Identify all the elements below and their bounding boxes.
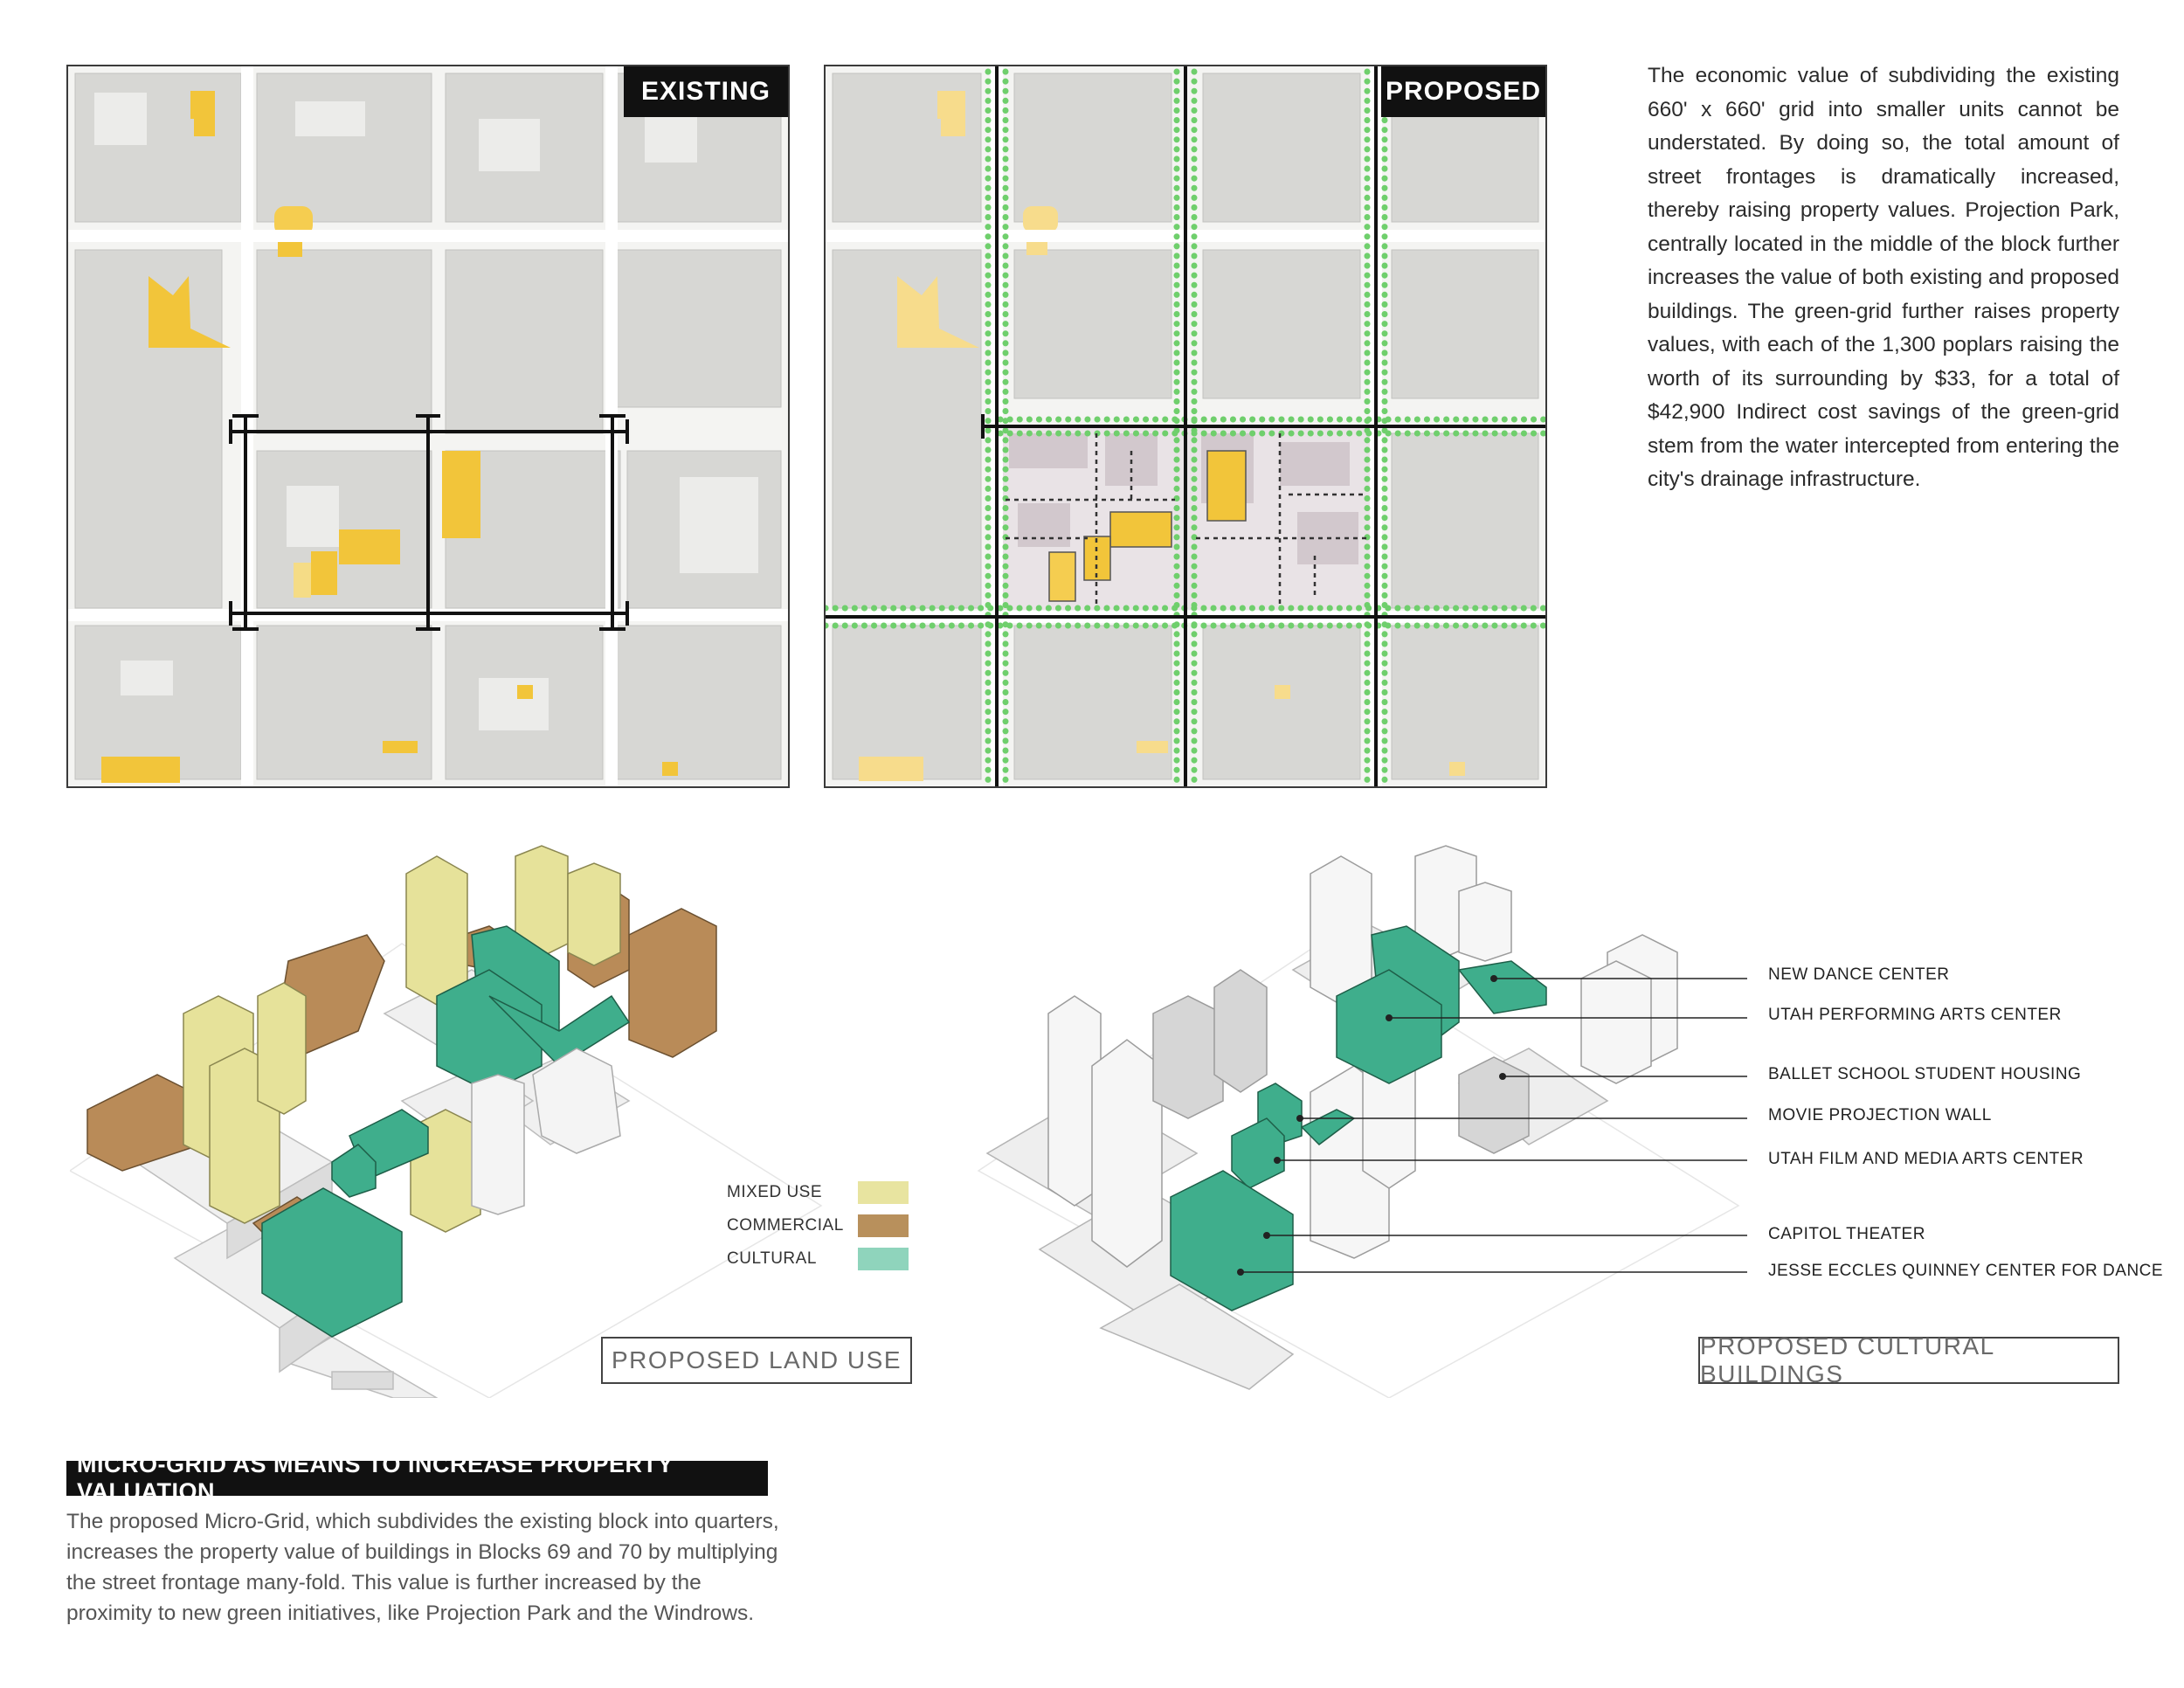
legend-swatch [858,1214,909,1237]
legend-label: COMMERCIAL [727,1216,844,1235]
callout-utah-performing-arts-center: UTAH PERFORMING ARTS CENTER [1768,1006,2062,1024]
cultural-axonometric [970,839,1756,1398]
land-use-caption: PROPOSED LAND USE [601,1337,912,1384]
legend-label: MIXED USE [727,1183,823,1201]
intro-paragraph: The economic value of subdividing the existing 660' x 660' grid into smaller units cannot be understated. By doing so, the total amount of street frontages is dramatically increased, thereby raising property values. Projection Park, centrally located in the middle of the block further increases the value of both existing and proposed buildings. The green-grid further raises property values, with each of the 1,300 poplars raising the worth of its surrounding by $33, for a total of $42,900 Indirect cost savings of the green-grid stem from the water intercepted from entering the city's drainage infrastructure. [1648,64,2119,491]
callout-movie-projection-wall: MOVIE PROJECTION WALL [1768,1106,1992,1124]
legend-row-mixed-use [727,1181,909,1204]
callout-capitol-theater: CAPITOL THEATER [1768,1225,1925,1243]
legend-row-cultural [727,1248,909,1270]
legend-label: CULTURAL [727,1249,817,1268]
callout-jesse-eccles-quinney-center: JESSE ECCLES QUINNEY CENTER FOR DANCE [1768,1262,2164,1280]
legend-swatch [858,1248,909,1270]
legend-row-commercial [727,1214,909,1237]
existing-map-tag: EXISTING [624,66,788,117]
callout-ballet-school-student-housing: BALLET SCHOOL STUDENT HOUSING [1768,1065,2082,1083]
cultural-caption: PROPOSED CULTURAL BUILDINGS [1698,1337,2119,1384]
callout-new-dance-center: NEW DANCE CENTER [1768,965,1950,984]
land-use-axonometric [70,839,856,1398]
section-body: The proposed Micro-Grid, which subdivides the existing block into quarters, increases the property value of buildings in Blocks 69 and 70 by multiplying the street frontage many-fold. This value is further increased by the proximity to new green initiatives, like Projection Park and the Windrows. [66,1510,779,1625]
existing-map-graphic [68,66,788,786]
legend-swatch [858,1181,909,1204]
callout-utah-film-and-media-arts-center: UTAH FILM AND MEDIA ARTS CENTER [1768,1150,2084,1168]
existing-map [66,65,790,788]
section-heading: MICRO-GRID AS MEANS TO INCREASE PROPERTY VALUATION [66,1461,768,1496]
proposed-map [824,65,1547,788]
proposed-map-tag: PROPOSED [1381,66,1545,117]
proposed-map-graphic [826,66,1545,786]
